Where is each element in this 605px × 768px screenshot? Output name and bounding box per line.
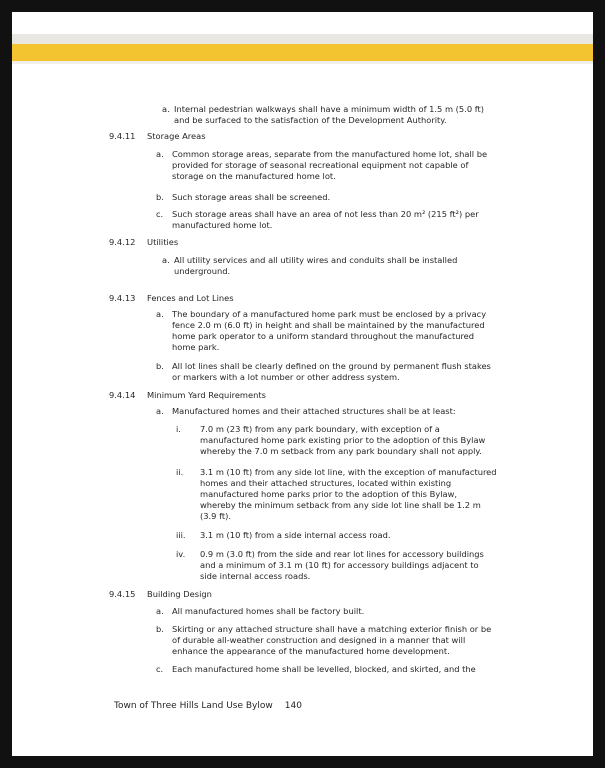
item-text: 3.1 m (10 ft) from any side lot line, with the exception of manufactured xyxy=(200,467,497,477)
section-number: 9.4.14 xyxy=(109,390,136,400)
item-text: whereby the 7.0 m setback from any park boundary shall not apply. xyxy=(200,446,482,456)
item-text: 7.0 m (23 ft) from any park boundary, with exception of a xyxy=(200,424,440,434)
item-text: and a minimum of 3.1 m (10 ft) for accessory buildings adjacent to xyxy=(200,560,479,570)
item-text: home park operator to a uniform standard throughout the manufactured xyxy=(172,331,475,341)
item-text: The boundary of a manufactured home park must be enclosed by a privacy xyxy=(172,309,487,319)
item-text: Internal pedestrian walkways shall have a minimum width of 1.5 m (5.0 ft) xyxy=(174,104,485,114)
item-text: Manufactured homes and their attached structures shall be at least: xyxy=(172,406,456,416)
item-text: Common storage areas, separate from the manufactured home lot, shall be xyxy=(172,149,488,159)
section-number: 9.4.15 xyxy=(109,589,136,599)
item-text: underground. xyxy=(174,266,231,276)
item-text: manufactured home parks prior to the adoption of this Bylaw, xyxy=(200,489,458,499)
footer-title: Town of Three Hills Land Use Bylow xyxy=(114,701,273,711)
item-text: All utility services and all utility wires and conduits shall be installed xyxy=(174,255,458,265)
page-content: a. Internal pedestrian walkways shall have a minimum width of 1.5 m (5.0 ft) and be surfaced to the satisfaction of the Development Authority. 9.4.11 Storage Areas a. Common storage areas, separate from the manufactured home lot, shall be provided for storage of seasonal recreational equipment not capable of storage on the manufactured home lot. b. Such storage areas shall be screened. c. Such storage areas shall have an area of not less than 20 m² (215 ft²) per manufactured home lot. 9.4.12 Utilities a. All utility services and all utility wires and conduits shall be installed underground. 9.4.13 Fences and Lot Lines a. The boundary of a manufactured home park must be enclosed by a privacy fence 2.0 m (6.0 ft) in height and shall be maintained by the manufactured home park operator to a uniform standard throughout the manufactured home park. b. All lot lines shall be clearly defined on the ground by permanent flush stakes or markers with a lot number or other address system. 9.4.14 Minimum Yard Requirements a. Manufactured homes and their attached structures shall be at least: i. 7.0 m (23 ft) from any park boundary, with exception of a manufactured home park existing prior to the adoption of this Bylaw whereby the 7.0 m setback from any park boundary shall not apply. ii. 3.1 m (10 ft) from any side lot line, with the exception of manufactured homes and their attached structures, located within existing manufactured home parks prior to the adoption of this Bylaw, whereby the minimum setback from any side lot line shall be 1.2 m (3.9 ft). iii. 3.1 m (10 ft) from a side internal access road. iv. 0.9 m (3.0 ft) from the side and rear lot lines for accessory buildings and a minimum of 3.1 m (10 ft) for accessory buildings adjacent to side internal access roads. 9.4.15 Building Design a. All manufactured homes shall be factory built. b. Skirting or any attached structure shall have a matching exterior finish or be of durable all-weather construction and designed in a manner that will enhance the appearance of the manufactured home development. c. Each manufactured home shall be levelled, blocked, and skirted, and the xyxy=(109,104,497,674)
section-number: 9.4.11 xyxy=(109,131,136,141)
item-text: enhance the appearance of the manufactured home development. xyxy=(172,646,450,656)
item-text: home park. xyxy=(172,342,220,352)
item-text: provided for storage of seasonal recreational equipment not capable of xyxy=(172,160,469,170)
item-text: or markers with a lot number or other address system. xyxy=(172,372,400,382)
page-number: 140 xyxy=(284,701,302,711)
page-footer xyxy=(114,701,302,711)
item-text: Such storage areas shall be screened. xyxy=(172,192,331,202)
item-text: 0.9 m (3.0 ft) from the side and rear lot lines for accessory buildings xyxy=(200,549,484,559)
item-text: manufactured home lot. xyxy=(172,220,273,230)
item-text: and be surfaced to the satisfaction of the Development Authority. xyxy=(174,115,447,125)
section-title: Building Design xyxy=(147,589,212,599)
section-title: Fences and Lot Lines xyxy=(147,293,234,303)
item-text: Skirting or any attached structure shall have a matching exterior finish or be xyxy=(172,624,492,634)
item-text: 3.1 m (10 ft) from a side internal access road. xyxy=(200,530,391,540)
item-text: homes and their attached structures, located within existing xyxy=(200,478,452,488)
item-text: Each manufactured home shall be levelled, blocked, and skirted, and the xyxy=(172,664,476,674)
item-text: whereby the minimum setback from any side lot line shall be 1.2 m xyxy=(200,500,481,510)
section-number: 9.4.12 xyxy=(109,237,136,247)
item-text: storage on the manufactured home lot. xyxy=(172,171,336,181)
item-text: fence 2.0 m (6.0 ft) in height and shall be maintained by the manufactured xyxy=(172,320,485,330)
section-title: Utilities xyxy=(147,237,179,247)
section-number: 9.4.13 xyxy=(109,293,136,303)
document-page xyxy=(12,12,593,756)
item-text: side internal access roads. xyxy=(200,571,311,581)
item-text: of durable all-weather construction and designed in a manner that will xyxy=(172,635,466,645)
item-text: All lot lines shall be clearly defined on the ground by permanent flush stakes xyxy=(172,361,491,371)
item-text: (3.9 ft). xyxy=(200,511,231,521)
section-title: Storage Areas xyxy=(147,131,206,141)
item-text: manufactured home park existing prior to the adoption of this Bylaw xyxy=(200,435,486,445)
item-text: All manufactured homes shall be factory built. xyxy=(172,606,365,616)
section-title: Minimum Yard Requirements xyxy=(147,390,266,400)
item-text: Such storage areas shall have an area of not less than 20 m² (215 ft²) per xyxy=(172,209,479,219)
